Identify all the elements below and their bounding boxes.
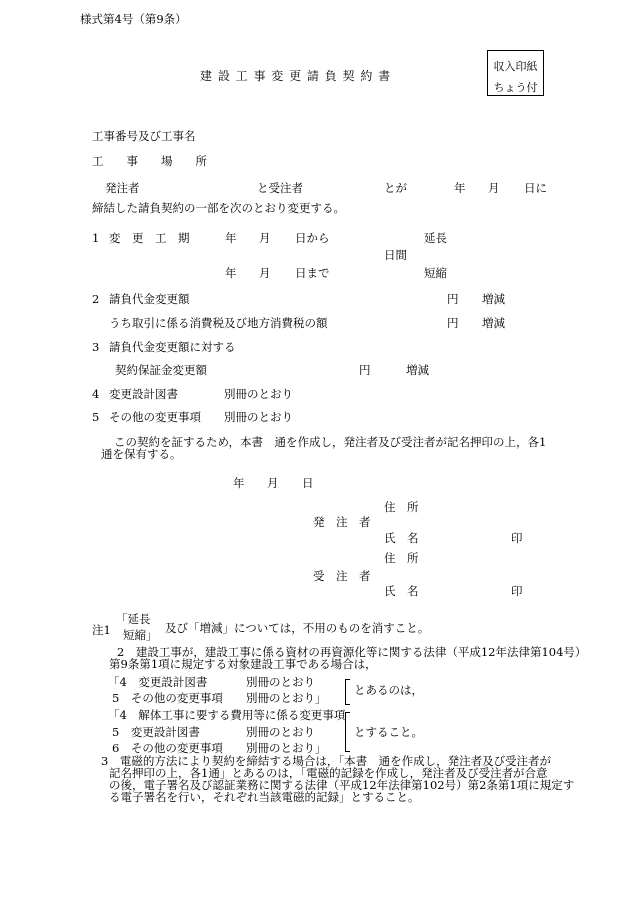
- item2-number: 2: [92, 292, 100, 306]
- item1-until: 日まで: [295, 266, 330, 280]
- item2-yen: 円: [447, 292, 459, 306]
- proof-line-2: 通を保有する。: [101, 447, 182, 461]
- item1-month-2: 月: [259, 266, 271, 280]
- form-number: 様式第4号（第9条）: [80, 12, 187, 26]
- item3-change: 増減: [406, 363, 429, 377]
- item4-label: 変更設計図書: [109, 387, 178, 401]
- contractor-address-label: 住 所: [384, 551, 419, 565]
- proof-line-1: この契約を証するため，本書 通を作成し，発注者及び受注者が記名押印の上，各1: [114, 435, 547, 449]
- item1-month: 月: [259, 231, 271, 245]
- note2-row5-value: 別冊のとおり」: [246, 741, 327, 755]
- date-month: 月: [267, 476, 279, 490]
- item2-label: 請負代金変更額: [109, 292, 190, 306]
- intro-year: 年: [454, 181, 466, 195]
- date-year: 年: [233, 476, 245, 490]
- note2-row1-item: 「4 変更設計図書: [108, 675, 208, 689]
- document-title: 建 設 工 事 変 更 請 負 契 約 書: [200, 69, 392, 83]
- item1-year-2: 年: [225, 266, 237, 280]
- item2-change: 増減: [482, 292, 505, 306]
- item1-shorten: 短縮: [424, 266, 447, 280]
- note1-text: 及び「増減」については，不用のものを消すこと。: [165, 621, 430, 635]
- item2-tax-label: うち取引に係る消費税及び地方消費税の額: [109, 316, 328, 330]
- intro-orderer: 発注者: [105, 181, 140, 195]
- note3-line-4: る電子署名を行い，それぞれ当該電磁的記録」とすること。: [109, 790, 420, 804]
- note1-brace-bottom: 短縮」: [123, 628, 158, 642]
- item1-from: 日から: [295, 231, 330, 245]
- note2-row2-value: 別冊のとおり」: [246, 691, 327, 705]
- note1-label: 注1: [92, 623, 111, 637]
- stamp-label-1: 収入印紙: [493, 60, 538, 73]
- item3-sub-label: 契約保証金変更額: [115, 363, 207, 377]
- intro-day: 日に: [524, 181, 547, 195]
- intro-and-contractor: と受注者: [257, 181, 303, 195]
- note3-line-1: 3 電磁的方法により契約を締結する場合は，「本書 通を作成し，発注者及び受注者が: [101, 754, 552, 768]
- orderer-address-label: 住 所: [384, 500, 419, 514]
- item1-extend: 延長: [424, 231, 447, 245]
- item5-number: 5: [92, 410, 100, 424]
- item4-value: 別冊のとおり: [224, 387, 293, 401]
- item2-tax-yen: 円: [447, 316, 459, 330]
- note2-middle-text: とあるのは，: [354, 683, 423, 697]
- note3-line-2: 記名押印の上，各1通」とあるのは，「電磁的記録を作成し，発注者及び受注者が合意: [109, 766, 548, 780]
- item1-days: 日間: [384, 248, 407, 262]
- note2-row5-item: 6 その他の変更事項: [112, 741, 223, 755]
- note2-row4-item: 5 変更設計図書: [112, 725, 200, 739]
- orderer-name-label: 氏 名: [384, 531, 419, 545]
- item1-label: 変 更 工 期: [109, 231, 190, 245]
- contractor-seal: 印: [511, 584, 523, 598]
- item4-number: 4: [92, 387, 100, 401]
- item5-label: その他の変更事項: [109, 410, 201, 424]
- note2-end-text: とすること。: [354, 725, 423, 739]
- item3-yen: 円: [359, 363, 371, 377]
- note2-bracket-1: [345, 679, 350, 705]
- stamp-label-2: ちょう付: [493, 81, 538, 94]
- item2-tax-change: 増減: [482, 316, 505, 330]
- contractor-label: 受 注 者: [313, 569, 371, 583]
- note2-row3-item: 「4 解体工事に要する費用等に係る変更事項: [108, 708, 346, 722]
- item3-number: 3: [92, 340, 100, 354]
- note1-brace-top: 「延長: [116, 612, 151, 626]
- note2-line-1: 2 建設工事が，建設工事に係る資材の再資源化等に関する法律（平成12年法律第104号）: [117, 645, 587, 659]
- intro-line-2: 締結した請負契約の一部を次のとおり変更する。: [92, 201, 345, 215]
- item3-label: 請負代金変更額に対する: [109, 340, 236, 354]
- work-number-name-label: 工事番号及び工事名: [92, 129, 196, 143]
- note3-line-3: の後，電子署名及び認証業務に関する法律（平成12年法律第102号）第2条第1項に規定す: [109, 778, 575, 792]
- note2-line-2: 第9条第1項に規定する対象建設工事である場合は，: [109, 657, 377, 671]
- intro-between: とが: [384, 181, 407, 195]
- contractor-name-label: 氏 名: [384, 584, 419, 598]
- work-place-label: 工 事 場 所: [92, 154, 207, 168]
- revenue-stamp-box: [487, 50, 544, 96]
- item5-value: 別冊のとおり: [224, 410, 293, 424]
- orderer-label: 発 注 者: [313, 515, 371, 529]
- note2-bracket-2: [345, 712, 350, 752]
- note2-row2-item: 5 その他の変更事項: [112, 691, 223, 705]
- note2-row1-value: 別冊のとおり: [246, 675, 315, 689]
- intro-month: 月: [488, 181, 500, 195]
- item1-year: 年: [225, 231, 237, 245]
- note2-row4-value: 別冊のとおり: [246, 725, 315, 739]
- item1-number: 1: [92, 231, 100, 245]
- date-day: 日: [302, 476, 314, 490]
- orderer-seal: 印: [511, 531, 523, 545]
